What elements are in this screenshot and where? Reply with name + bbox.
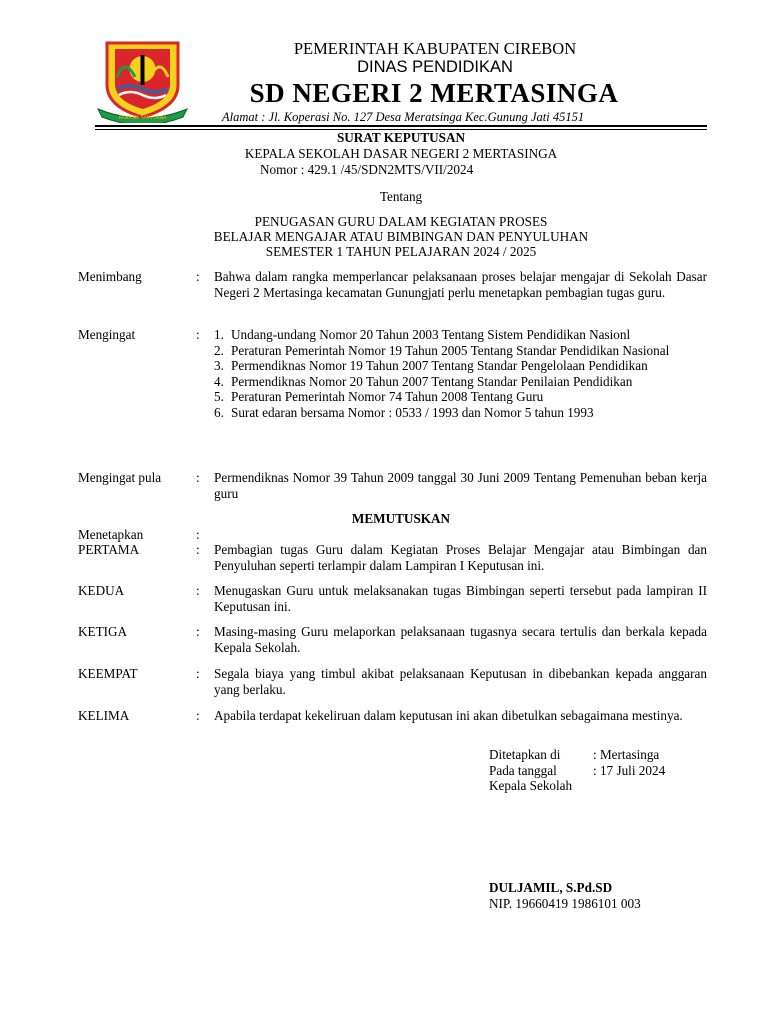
mengingat-pula-label: Mengingat pula: [78, 470, 162, 485]
signatory-nip: NIP. 19660419 1986101 003: [489, 896, 641, 911]
document-type: SURAT KEPUTUSAN: [336, 130, 466, 145]
menetapkan-colon: :: [196, 527, 200, 542]
mengingat-list: [214, 327, 707, 420]
date-label: Pada tanggal: [489, 763, 557, 778]
list-item: 4. Permendiknas Nomor 20 Tahun 2007 Tentang Standar Penilaian Pendidikan: [214, 373, 633, 389]
svg-text:RAMPING SAMPURNA: RAMPING SAMPURNA: [118, 116, 167, 121]
letterhead-school-name: SD NEGERI 2 MERTASINGA: [249, 78, 619, 108]
keempat-colon: :: [196, 666, 200, 681]
place-value: : Mertasinga: [593, 747, 660, 762]
subject-line-3: SEMESTER 1 TAHUN PELAJARAN 2024 / 2025: [265, 244, 537, 259]
menimbang-colon: :: [196, 269, 200, 284]
mengingat-pula-text: Permendiknas Nomor 39 Tahun 2009 tanggal 30 Juni 2009 Tentang Pemenuhan beban kerja guru: [214, 470, 707, 501]
ketiga-label: KETIGA: [78, 624, 128, 639]
place-label: Ditetapkan di: [489, 747, 561, 762]
date-value: : 17 Juli 2024: [593, 763, 666, 778]
pertama-text: Pembagian tugas Guru dalam Kegiatan Proses Belajar Mengajar atau Bimbingan dan Penyuluhan seperti terlampir dalam Lampiran I Keputusan ini.: [214, 542, 707, 573]
kelima-label: KELIMA: [78, 708, 130, 723]
letterhead-divider-thick: [95, 125, 707, 127]
kedua-label: KEDUA: [78, 583, 125, 598]
menimbang-text: Bahwa dalam rangka memperlancar pelaksanaan proses belajar mengajar di Sekolah Dasar Negeri 2 Mertasinga kecamatan Gunungjati perlu menetapkan pembagian tugas guru.: [214, 269, 707, 300]
list-item: 3. Permendiknas Nomor 19 Tahun 2007 Tentang Standar Pengelolaan Pendidikan: [214, 358, 648, 373]
list-item: 5. Peraturan Pemerintah Nomor 74 Tahun 2008 Tentang Guru: [214, 389, 544, 404]
ketiga-text: Masing-masing Guru melaporkan pelaksanaan tugasnya secara tertulis dan berkala kepada Kepala Sekolah.: [214, 624, 707, 655]
menimbang-label: Menimbang: [78, 269, 142, 284]
pertama-colon: :: [196, 542, 200, 557]
list-item: 2. Peraturan Pemerintah Nomor 19 Tahun 2005 Tentang Standar Pendidikan Nasional: [214, 342, 670, 358]
document-issuer: KEPALA SEKOLAH DASAR NEGERI 2 MERTASINGA: [244, 146, 558, 161]
mengingat-label: Mengingat: [78, 327, 136, 342]
keempat-text: Segala biaya yang timbul akibat pelaksanaan Keputusan in dibebankan kepada anggaran yang berlaku.: [214, 666, 707, 697]
signatory-position: Kepala Sekolah: [489, 778, 573, 793]
document-number: Nomor : 429.1 /45/SDN2MTS/VII/2024: [260, 162, 474, 177]
kedua-colon: :: [196, 583, 200, 598]
subject-line-1: PENUGASAN GURU DALAM KEGIATAN PROSES: [254, 214, 548, 229]
memutuskan-heading: MEMUTUSKAN: [351, 511, 451, 526]
letterhead-government: PEMERINTAH KABUPATEN CIREBON: [293, 39, 577, 58]
subject-line-2: BELAJAR MENGAJAR ATAU BIMBINGAN DAN PENYULUHAN: [213, 229, 589, 244]
ketiga-colon: :: [196, 624, 200, 639]
list-item: 1. Undang-undang Nomor 20 Tahun 2003 Tentang Sistem Pendidikan Nasionl: [214, 327, 631, 342]
list-item: 6. Surat edaran bersama Nomor : 0533 / 1993 dan Nomor 5 tahun 1993: [214, 404, 594, 420]
mengingat-pula-colon: :: [196, 470, 200, 485]
letterhead-address: Alamat : Jl. Koperasi No. 127 Desa Meratsinga Kec.Gunung Jati 45151: [222, 110, 585, 124]
kelima-colon: :: [196, 708, 200, 723]
menetapkan-label: Menetapkan: [78, 527, 144, 542]
pertama-label: PERTAMA: [78, 542, 140, 557]
document-about: Tentang: [379, 189, 423, 204]
kedua-text: Menugaskan Guru untuk melaksanakan tugas Bimbingan seperti tersebut pada lampiran II Keputusan ini.: [214, 583, 707, 614]
signatory-name: DULJAMIL, S.Pd.SD: [489, 880, 613, 895]
keempat-label: KEEMPAT: [78, 666, 138, 681]
kelima-text: Apabila terdapat kekeliruan dalam keputusan ini akan dibetulkan sebagaimana mestinya.: [214, 708, 683, 723]
mengingat-colon: :: [196, 327, 200, 342]
letterhead-department: DINAS PENDIDIKAN: [357, 58, 513, 76]
